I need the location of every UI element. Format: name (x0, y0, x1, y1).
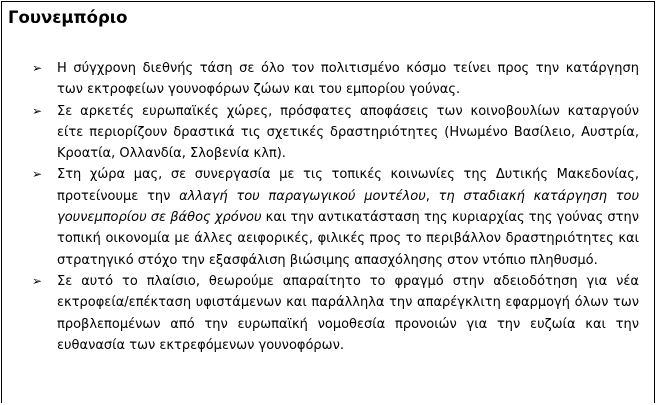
bullet-text (57, 167, 639, 267)
bullet-text: Σε αυτό το πλαίσιο, θεωρούμε απαραίτητο το φραγμό στην αδειοδότηση για νέα εκτροφεία/επέκταση υφιστάμενων και παράλληλα την απαρέγκλιτη εφαρμογή όλων των προβλεπομένων από την ευρωπαϊκή νομοθεσία προνοιών για την ευζωία και την ευθανασία των εκτρεφόμενων γουνοφόρων. (57, 273, 639, 353)
list-item (0, 164, 650, 270)
bullet-text: Σε αρκετές ευρωπαϊκές χώρες, πρόσφατες αποφάσεις των κοινοβουλίων καταργούν είτε περιορίζουν δραστικά τις σχετικές δραστηριότητες (Ηνωμένο Βασίλειο, Αυστρία, Κροατία, Ολλανδία, Σλοβενία κλπ). (57, 103, 639, 162)
bullet-text-part: και την αντικατάσταση της κυριαρχίας της γούνας στην τοπική οικονομία με άλλες αειφορικές, φιλικές προς το περιβάλλον δραστηριότητες και στρατηγικό στόχο την εξασφάλιση βιώσιμης απασχόλησης στον ντόπιο πληθυσμό. (57, 210, 640, 268)
italic-phrase: τη σταδιακή κατάργηση του γουνεμπορίου σε βάθος χρόνου (57, 188, 639, 226)
bullet-text: Η σύγχρονη διεθνής τάση σε όλο τον πολιτισμένο κόσμο τείνει προς την κατάργηση των εκτροφείων γουνοφόρων ζώων και του εμπορίου γούνας. (57, 61, 639, 98)
list-item (0, 101, 650, 165)
arrowhead-bullet-icon: ➢ (32, 273, 43, 288)
bullet-list (0, 58, 650, 356)
list-item (0, 271, 650, 356)
page-title: Γουνεμπόριο (8, 8, 128, 27)
list-item (0, 58, 650, 101)
italic-phrase: αλλαγή του παραγωγικού μοντέλου (179, 188, 426, 204)
bullet-text-part: Στη χώρα μας, σε συνεργασία με τις τοπικές κοινωνίες της Δυτικής Μακεδονίας, προτείνουμε την (57, 167, 639, 204)
arrowhead-bullet-icon: ➢ (32, 103, 43, 118)
arrowhead-bullet-icon: ➢ (32, 61, 43, 75)
arrowhead-bullet-icon: ➢ (32, 167, 43, 182)
bullet-text-part: , (425, 188, 439, 204)
